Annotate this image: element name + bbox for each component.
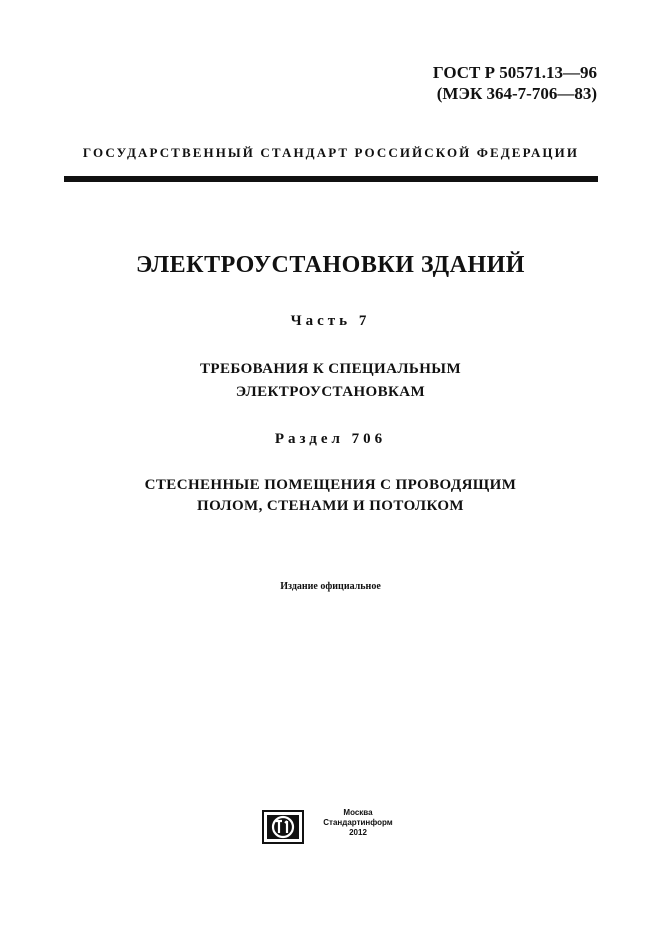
publisher-city: Москва bbox=[343, 808, 373, 817]
publisher-text bbox=[308, 808, 408, 838]
section-title-line: ПОЛОМ, СТЕНАМИ И ПОТОЛКОМ bbox=[197, 498, 464, 514]
standard-header: ГОСУДАРСТВЕННЫЙ СТАНДАРТ РОССИЙСКОЙ ФЕДЕРАЦИИ bbox=[82, 145, 580, 160]
part-label: Часть 7 bbox=[290, 313, 371, 329]
part-title-line: ЭЛЕКТРОУСТАНОВКАМ bbox=[235, 384, 426, 400]
publication-year: 2012 bbox=[349, 828, 367, 837]
section-label: Раздел 706 bbox=[274, 431, 387, 447]
part-title bbox=[0, 358, 661, 404]
gost-number: ГОСТ Р 50571.13—96 bbox=[432, 63, 597, 82]
part-title-line: ТРЕБОВАНИЯ К СПЕЦИАЛЬНЫМ bbox=[199, 361, 461, 377]
section-title bbox=[0, 475, 661, 517]
publisher-block bbox=[262, 808, 412, 848]
header-divider bbox=[64, 176, 598, 182]
document-title: ЭЛЕКТРОУСТАНОВКИ ЗДАНИЙ bbox=[136, 252, 525, 278]
iec-number: (МЭК 364-7-706—83) bbox=[436, 84, 597, 103]
section-title-line: СТЕСНЕННЫЕ ПОМЕЩЕНИЯ С ПРОВОДЯЩИМ bbox=[144, 477, 517, 493]
standartinform-logo-icon bbox=[262, 810, 304, 844]
document-designation bbox=[433, 62, 597, 104]
edition-note: Издание официальное bbox=[280, 581, 381, 592]
publisher-name: Стандартинформ bbox=[323, 818, 393, 827]
